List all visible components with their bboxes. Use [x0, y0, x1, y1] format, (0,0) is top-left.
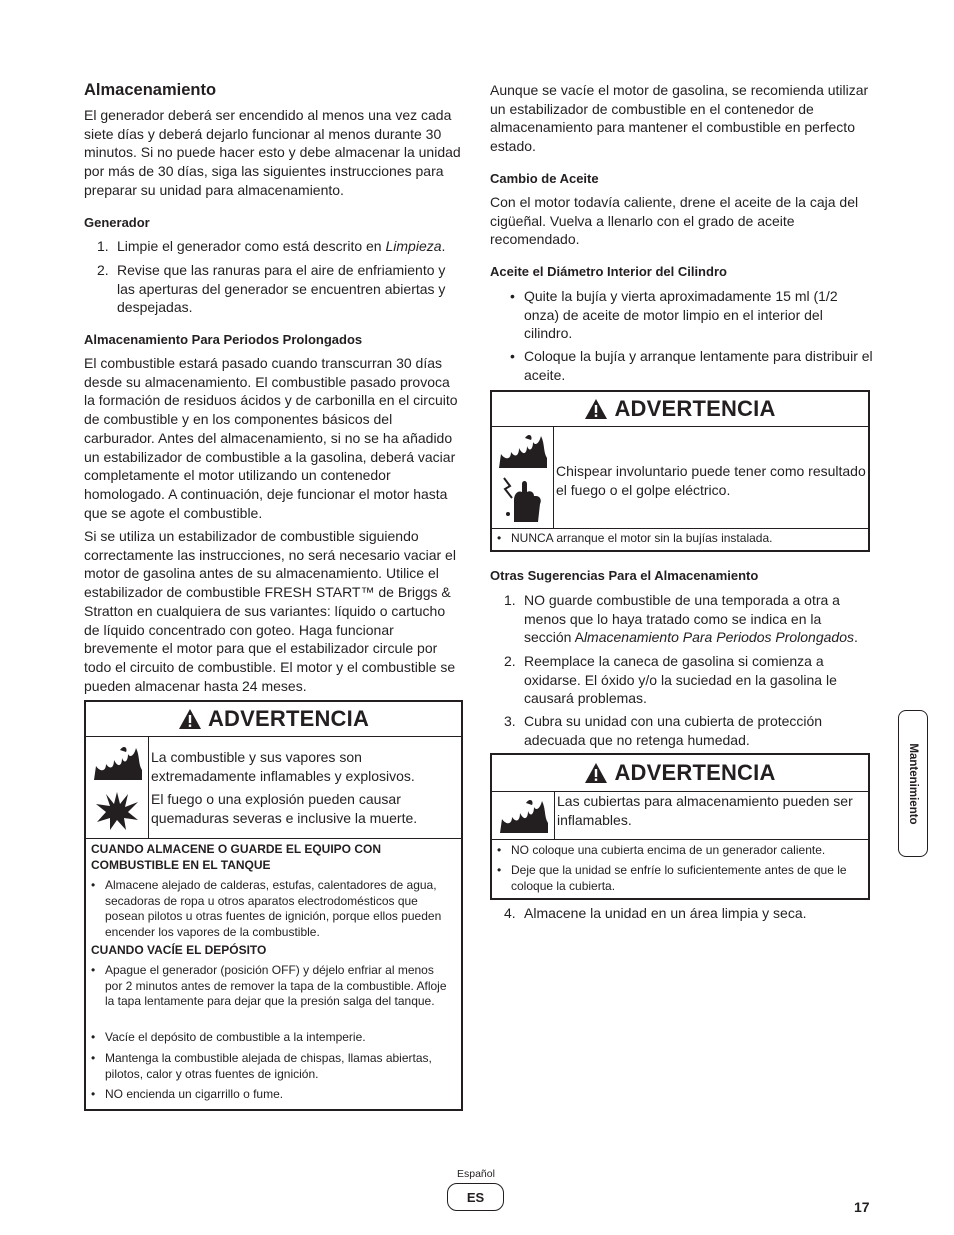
warning-box: ADVERTENCIA La combustible y sus vapores son extremadamente inflamables y explosivos. El fuego o una explosión pueden causar quemaduras severas e inclusive la muerte. CUANDO ALMACENE O GUARDE EL EQUIPO CON COMBUSTIBLE EN EL TANQUE • Almacene alejado de calderas, estufas, calentadores de agua, secadoras de ropa u otros aparatos electrodomésticos que posean pilotos u otras fuentes de ignición, porque ellos pueden encender los vapores de la combustible. CUANDO VACÍE EL DEPÓSITO • Apague el generador (posición OFF) y déjelo enfriar al menos por 2 minutos antes de remover la tapa de la combustible. Afloje la tapa lentamente para dejar que la presión salga del tanque. • Vacíe el depósito de combustible a la intemperie. • Mantenga la combustible alejada de chispas, llamas abiertas, pilotos, calor y otras fuentes de ignición. • NO encienda un cigarrillo o fume. [84, 700, 463, 1111]
cambio-heading: Cambio de Aceite [490, 171, 599, 186]
warning-header [492, 755, 868, 792]
paragraph: Con el motor todavía caliente, drene el aceite de la caja del cigüeñal. Vuelva a llenarlo con el grado de aceite recomendado. [490, 194, 859, 248]
warning-title: ADVERTENCIA [614, 760, 776, 785]
warning-triangle-icon [584, 398, 608, 420]
warning-text: El fuego o una explosión pueden causar quemaduras severas e inclusive la muerte. [151, 791, 418, 826]
warning-triangle-icon [178, 708, 202, 730]
paragraph: Si se utiliza un estabilizador de combustible siguiendo correctamente las instrucciones, no será necesario vaciar el motor de gasolina antes de su almacenamiento. Utilice el estabilizador de combustible FRESH START™ de Briggs & Stratton en cualquiera de sus variantes: líquido o cartucho de líquido concentrado con goteo. Haga funcionar brevemente el motor para que el estabilizador circule por todo el circuito de combustible. El motor y el combustible se pueden almacenar hasta 24 meses. [84, 528, 456, 694]
warning-subheading: CUANDO ALMACENE O GUARDE EL EQUIPO CON COMBUSTIBLE EN EL TANQUE [91, 842, 382, 872]
warning-title: ADVERTENCIA [614, 396, 776, 421]
section-tab: Mantenimiento [898, 710, 928, 857]
fire-icon [92, 742, 144, 782]
warning-box: ADVERTENCIA Las cubiertas para almacenamiento pueden ser inflamables. • NO coloque una cubierta encima de un generador caliente. • Deje que la unidad se enfríe lo suficientemente antes de que le coloque la cubierta. [490, 753, 870, 900]
warning-header [492, 392, 868, 427]
fire-icon [496, 430, 550, 470]
warning-triangle-icon [584, 762, 608, 784]
intro-paragraph: El generador deberá ser encendido al menos una vez cada siete días y deberá dejarlo funcionar al menos durante 30 minutos. Si no puede hacer esto y debe almacenar la unidad por más de 30 días, siga las siguientes instrucciones para preparar su unidad para almacenamiento. [84, 107, 461, 198]
paragraph: El combustible estará pasado cuando transcurran 30 días desde su almacenamiento. El combustible pasado provoca la formación de residuos ácidos y de carbonilla en el circuito de combustible y en los componentes básicos del carburador. Antes del almacenamiento, si no se ha añadido un estabilizador de combustible a la gasolina, deberá vaciar completamente el motor utilizando un contenedor homologado. A continuación, deje funcionar el motor hasta que se agote el combustible. [84, 355, 458, 521]
page-number: 17 [854, 1199, 870, 1215]
warning-text: Chispear involuntario puede tener como resultado el fuego o el golpe eléctrico. [556, 463, 866, 498]
electric-shock-icon [500, 474, 546, 524]
explosion-icon [94, 790, 140, 832]
generador-heading: Generador [84, 215, 150, 230]
warning-text: La combustible y sus vapores son extremadamente inflamables y explosivos. [151, 749, 415, 784]
aceite-heading: Aceite el Diámetro Interior del Cilindro [490, 264, 727, 279]
paragraph: Aunque se vacíe el motor de gasolina, se recomienda utilizar un estabilizador de combustible en el contenedor de almacenamiento para mantener el combustible en perfecto estado. [490, 82, 869, 155]
warning-subheading: CUANDO VACÍE EL DEPÓSITO [91, 943, 267, 957]
language-code-badge: ES [447, 1183, 504, 1211]
otras-heading: Otras Sugerencias Para el Almacenamiento [490, 568, 759, 583]
warning-text: Las cubiertas para almacenamiento pueden ser inflamables. [557, 793, 853, 828]
warning-title: ADVERTENCIA [207, 706, 370, 731]
fire-icon [498, 795, 550, 835]
warning-box: ADVERTENCIA Chispear involuntario puede tener como resultado el fuego o el golpe eléctrico. • NUNCA arranque el motor sin la bujías instalada. [490, 390, 870, 552]
prolongados-heading: Almacenamiento Para Periodos Prolongados [84, 332, 363, 347]
warning-header [86, 702, 461, 737]
section-heading: Almacenamiento [84, 81, 217, 99]
footer-language: Español [457, 1168, 495, 1180]
